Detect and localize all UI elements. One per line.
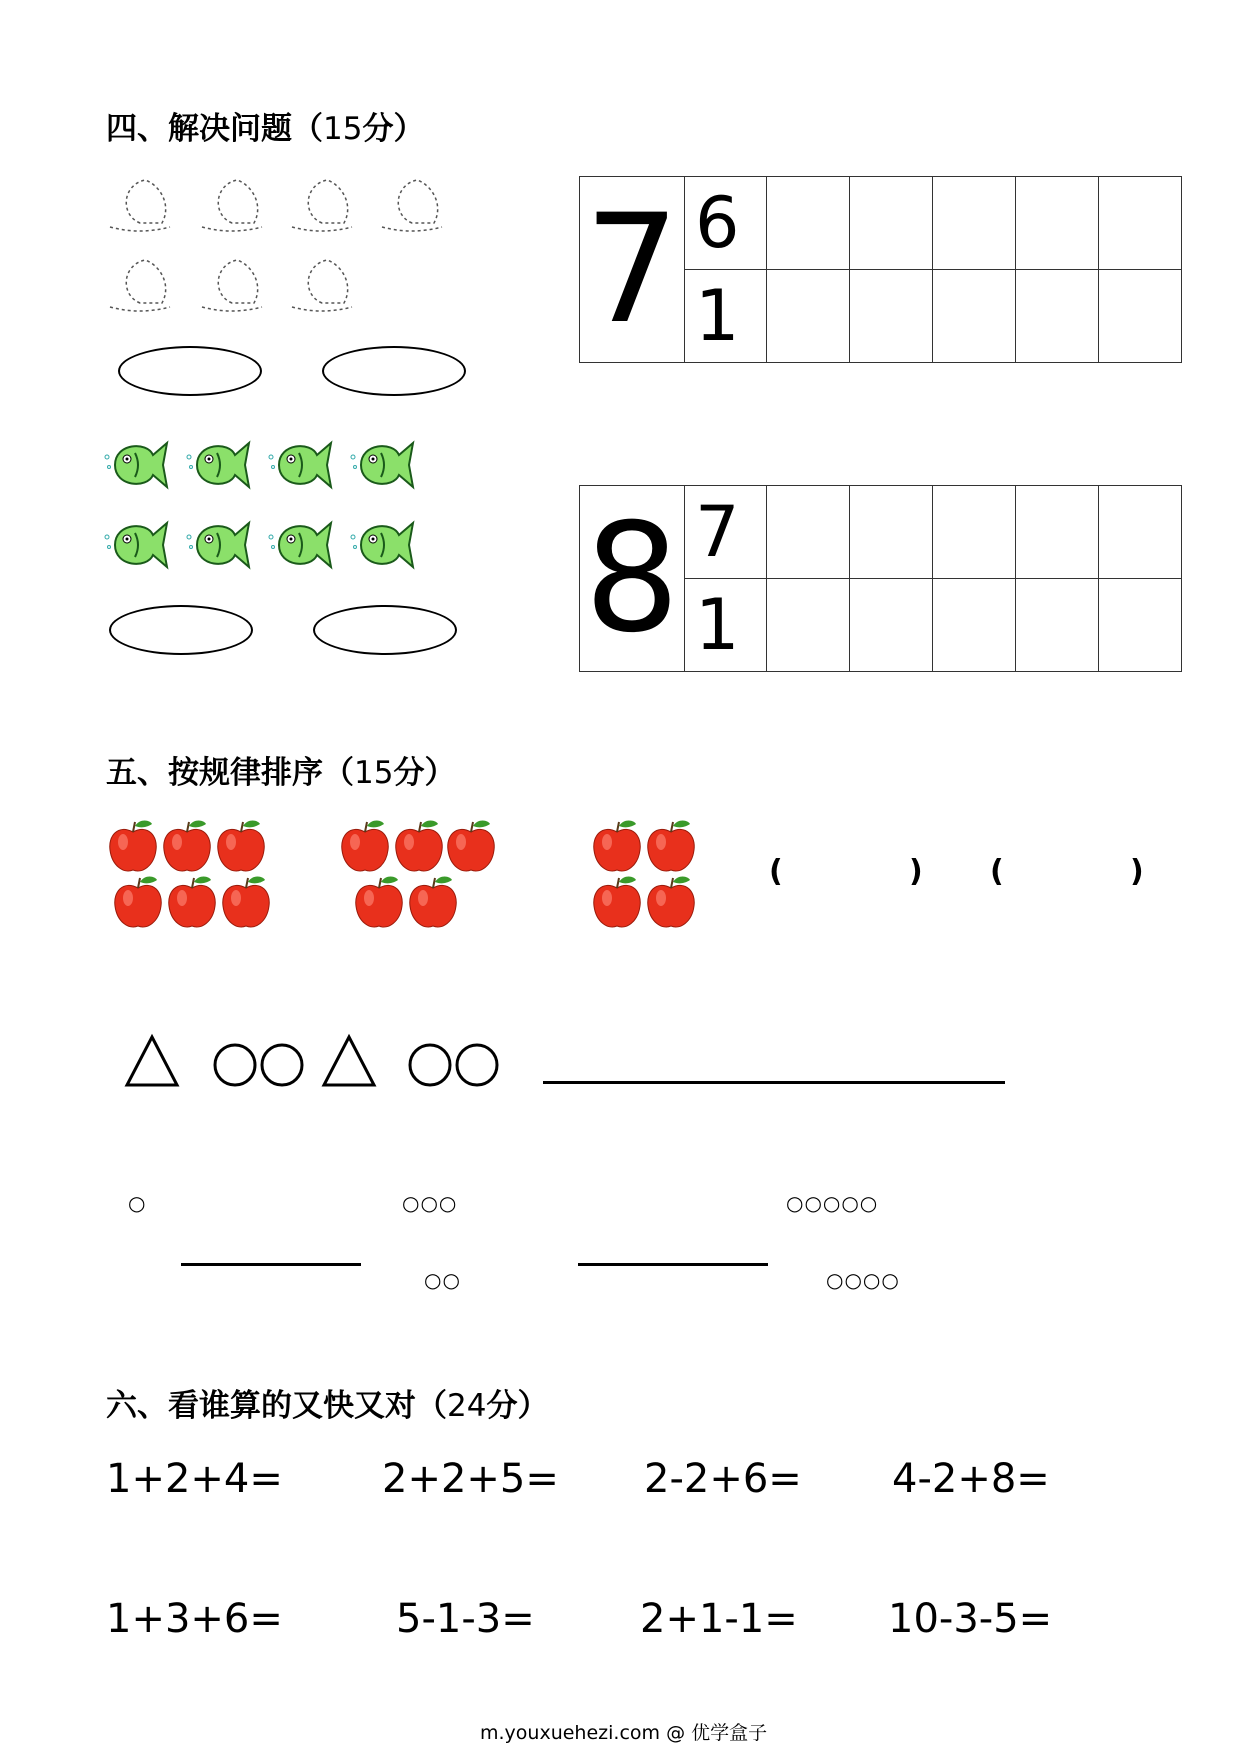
- section4-heading: 四、解决问题（15分）: [106, 111, 425, 147]
- peach-icon: [110, 260, 170, 311]
- apple-icon: [410, 877, 457, 928]
- answer-cell[interactable]: [933, 177, 1016, 270]
- answer-cell[interactable]: [850, 177, 933, 270]
- total-number: 8: [580, 486, 685, 672]
- apple-icon: [169, 877, 216, 928]
- fish-icon: [187, 523, 249, 567]
- circle-icon: [410, 1045, 450, 1085]
- answer-cell[interactable]: [1016, 579, 1099, 672]
- answer-cell[interactable]: [767, 270, 850, 363]
- answer-cell[interactable]: [1016, 177, 1099, 270]
- paren-close-2: ): [1130, 854, 1144, 889]
- section5-heading: 五、按规律排序（15分）: [106, 755, 456, 791]
- apple-icon: [396, 821, 443, 872]
- answer-blank-paren-1[interactable]: [790, 848, 900, 892]
- equation: 10-3-5=: [888, 1596, 1053, 1642]
- fish-icon: [269, 523, 331, 567]
- fish-icon: [269, 443, 331, 487]
- answer-cell[interactable]: [933, 270, 1016, 363]
- apple-icon: [648, 877, 695, 928]
- dots-3: ○○○: [402, 1191, 458, 1215]
- answer-cell[interactable]: [767, 486, 850, 579]
- circle-icon: [215, 1045, 255, 1085]
- fish-icon: [105, 523, 167, 567]
- triangle-icon: [127, 1037, 177, 1085]
- apple-icon: [594, 821, 641, 872]
- equation: 1+2+4=: [106, 1456, 283, 1502]
- decomposition-box-7: [579, 176, 1182, 363]
- part-top: 6: [685, 177, 767, 270]
- answer-cell[interactable]: [1016, 486, 1099, 579]
- triangle-icon: [324, 1037, 374, 1085]
- total-number: 7: [580, 177, 685, 363]
- dots-2: ○○: [424, 1268, 461, 1292]
- apple-groups: [108, 820, 708, 940]
- circle-icon: [457, 1045, 497, 1085]
- answer-ellipse-2[interactable]: [322, 346, 466, 396]
- answer-cell[interactable]: [767, 579, 850, 672]
- part-top: 7: [685, 486, 767, 579]
- answer-ellipse-4[interactable]: [313, 605, 457, 655]
- peach-group: [110, 175, 490, 325]
- equation: 4-2+8=: [892, 1456, 1050, 1502]
- dots-5: ○○○○○: [786, 1191, 879, 1215]
- apple-icon: [110, 821, 157, 872]
- answer-line-dots-2[interactable]: [578, 1263, 768, 1266]
- footer-watermark: m.youxuehezi.com @ 优学盒子: [480, 1722, 768, 1744]
- answer-line-shapes[interactable]: [543, 1081, 1005, 1084]
- answer-cell[interactable]: [767, 177, 850, 270]
- peach-icon: [202, 260, 262, 311]
- apple-icon: [223, 877, 270, 928]
- answer-cell[interactable]: [850, 579, 933, 672]
- equation: 1+3+6=: [106, 1596, 283, 1642]
- fish-icon: [351, 523, 413, 567]
- equation: 2+2+5=: [382, 1456, 559, 1502]
- paren-open-1: (: [769, 854, 783, 889]
- apple-icon: [448, 821, 495, 872]
- apple-icon: [115, 877, 162, 928]
- answer-cell[interactable]: [1099, 177, 1182, 270]
- fish-group: [105, 435, 435, 585]
- decomposition-box-8: [579, 485, 1182, 672]
- section6-heading: 六、看谁算的又快又对（24分）: [106, 1388, 549, 1424]
- answer-cell[interactable]: [933, 579, 1016, 672]
- peach-icon: [292, 180, 352, 231]
- apple-icon: [648, 821, 695, 872]
- answer-ellipse-3[interactable]: [109, 605, 253, 655]
- apple-icon: [356, 877, 403, 928]
- part-bottom: 1: [685, 270, 767, 363]
- dots-4: ○○○○: [826, 1268, 900, 1292]
- answer-ellipse-1[interactable]: [118, 346, 262, 396]
- apple-icon: [594, 877, 641, 928]
- answer-cell[interactable]: [1016, 270, 1099, 363]
- circle-icon: [262, 1045, 302, 1085]
- peach-icon: [292, 260, 352, 311]
- answer-cell[interactable]: [1099, 579, 1182, 672]
- fish-icon: [187, 443, 249, 487]
- paren-open-2: (: [990, 854, 1004, 889]
- apple-icon: [164, 821, 211, 872]
- dots-1: ○: [128, 1191, 147, 1215]
- part-bottom: 1: [685, 579, 767, 672]
- answer-line-dots-1[interactable]: [181, 1263, 361, 1266]
- answer-cell[interactable]: [850, 270, 933, 363]
- shape-pattern: [125, 1035, 505, 1095]
- fish-icon: [105, 443, 167, 487]
- equation: 2+1-1=: [640, 1596, 798, 1642]
- peach-icon: [202, 180, 262, 231]
- answer-blank-paren-2[interactable]: [1011, 848, 1121, 892]
- equation: 2-2+6=: [644, 1456, 802, 1502]
- peach-icon: [382, 180, 442, 231]
- paren-close-1: ): [909, 854, 923, 889]
- answer-cell[interactable]: [1099, 270, 1182, 363]
- peach-icon: [110, 180, 170, 231]
- equation: 5-1-3=: [396, 1596, 535, 1642]
- apple-icon: [342, 821, 389, 872]
- answer-cell[interactable]: [933, 486, 1016, 579]
- fish-icon: [351, 443, 413, 487]
- apple-icon: [218, 821, 265, 872]
- answer-cell[interactable]: [850, 486, 933, 579]
- answer-cell[interactable]: [1099, 486, 1182, 579]
